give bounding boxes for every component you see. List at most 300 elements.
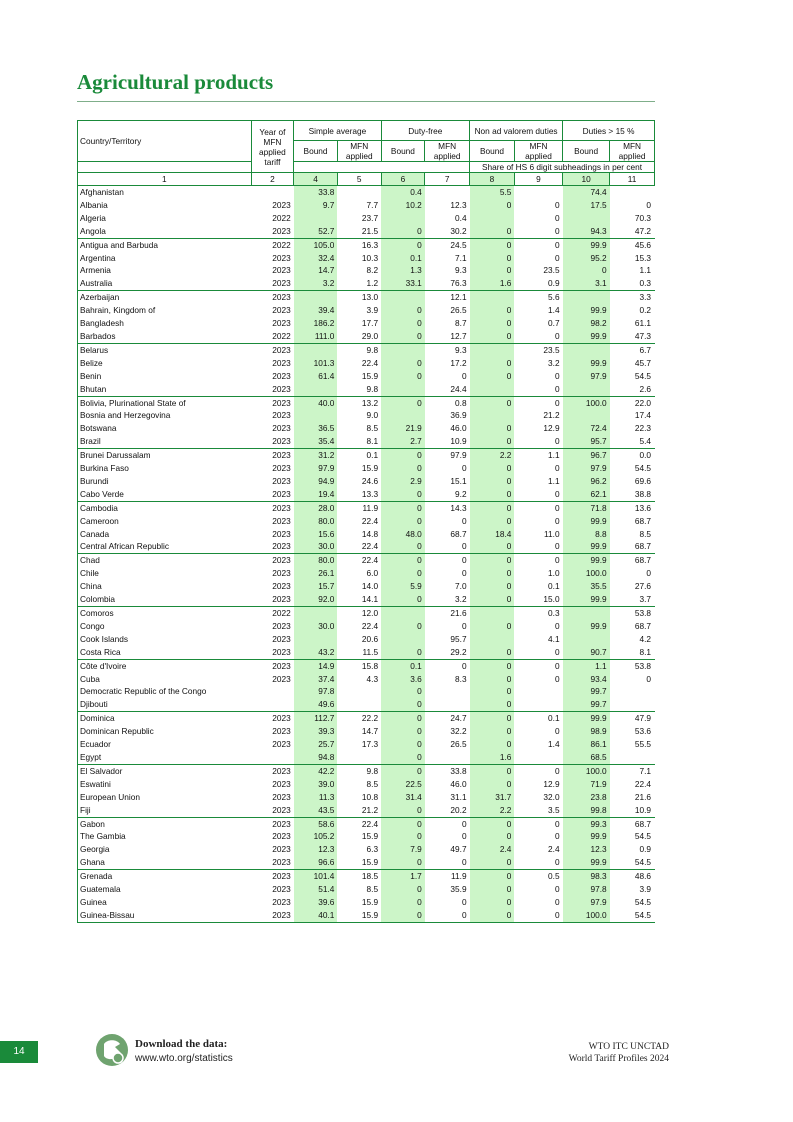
cell-value: 0 xyxy=(381,330,425,343)
cell-value: 6.3 xyxy=(366,844,379,855)
cell-value: 74.4 xyxy=(563,186,610,199)
cell-value: 90.7 xyxy=(563,646,610,659)
cell-value: 2023 xyxy=(272,528,291,539)
country-name: Benin xyxy=(80,370,102,381)
publisher: WTO ITC UNCTAD xyxy=(588,1042,669,1052)
cell-value: 11.9 xyxy=(451,871,467,882)
cell-value: 47.2 xyxy=(610,225,655,238)
cell-value: 99.9 xyxy=(563,830,610,843)
cell-value: 39.0 xyxy=(294,778,338,791)
header-duty-free: Duty-free xyxy=(381,121,470,141)
cell-value: 98.2 xyxy=(563,317,610,330)
cell-value: 0 xyxy=(554,463,560,474)
cell-value: 2022 xyxy=(272,239,291,250)
title-rule xyxy=(77,101,655,102)
table-row xyxy=(78,462,655,475)
cell-value: 1.1 xyxy=(563,659,610,672)
cell-value xyxy=(381,633,425,646)
cell-value: 0 xyxy=(470,515,515,528)
cell-value: 14.7 xyxy=(294,264,338,277)
header-mfn-applied: MFN applied xyxy=(610,141,655,162)
country-name: Barbados xyxy=(78,330,252,343)
cell-value: 99.9 xyxy=(563,620,610,633)
cell-value: 18.4 xyxy=(470,528,515,541)
cell-value: 11.3 xyxy=(294,791,338,804)
cell-value: 0 xyxy=(470,593,515,606)
cell-value: 0.8 xyxy=(455,397,467,408)
cell-value xyxy=(381,291,425,304)
cell-value: 8.5 xyxy=(366,884,379,895)
cell-value: 0 xyxy=(470,856,515,869)
header-blank xyxy=(294,162,470,173)
cell-value: 54.5 xyxy=(610,856,655,869)
cell-value: 48.0 xyxy=(381,528,425,541)
country-name: Bosnia and Herzegovina xyxy=(80,410,171,421)
cell-value: 2023 xyxy=(272,713,291,724)
cell-value: 2022 xyxy=(272,608,291,618)
cell-value: 22.3 xyxy=(610,422,655,435)
cell-value: 0 xyxy=(381,370,425,383)
cell-value: 2023 xyxy=(272,633,291,644)
table-row xyxy=(78,357,655,370)
cell-value: 0 xyxy=(514,646,562,659)
cell-value: 9.3 xyxy=(455,265,467,276)
cell-value: 4.2 xyxy=(610,633,655,646)
cell-value: 2023 xyxy=(272,871,291,882)
cell-value: 53.6 xyxy=(610,725,655,738)
cell-value: 0 xyxy=(381,554,425,567)
cell-value: 0 xyxy=(554,831,560,842)
cell-value: 111.0 xyxy=(294,330,338,343)
cell-value: 97.8 xyxy=(563,883,610,896)
cell-value: 2023 xyxy=(272,660,291,671)
cell-value: 100.0 xyxy=(563,567,610,580)
country-name: Azerbaijan xyxy=(80,292,120,303)
cell-value: 68.7 xyxy=(450,528,467,539)
country-name: Belarus xyxy=(80,344,109,355)
cell-value: 22.4 xyxy=(361,818,379,829)
cell-value: 0 xyxy=(381,725,425,738)
cell-value xyxy=(470,383,515,396)
cell-value: 15.7 xyxy=(294,580,338,593)
country-name: Antigua and Barbuda xyxy=(80,239,158,250)
cell-value: 21.6 xyxy=(450,608,467,618)
cell-value: 0 xyxy=(461,818,467,829)
cell-value xyxy=(514,698,562,711)
cell-value: 33.8 xyxy=(294,186,338,199)
cell-value xyxy=(425,186,470,199)
cell-value: 0.3 xyxy=(548,608,560,618)
cell-value: 13.0 xyxy=(361,292,379,303)
cell-value: 98.9 xyxy=(563,725,610,738)
country-name: Canada xyxy=(80,528,110,539)
cell-value: 0 xyxy=(381,764,425,777)
table-row xyxy=(78,843,655,856)
cell-value xyxy=(381,409,425,422)
country-name: Botswana xyxy=(80,423,117,434)
table-row xyxy=(78,501,655,514)
cell-value: 2023 xyxy=(272,292,291,303)
cell-value: 0.9 xyxy=(514,277,562,290)
cell-value: 8.8 xyxy=(563,528,610,541)
country-name: Gabon xyxy=(80,818,105,829)
table-row xyxy=(78,909,655,922)
cell-value: 61.1 xyxy=(610,317,655,330)
cell-value: 32.2 xyxy=(450,726,467,737)
country-name: Algeria xyxy=(80,212,106,223)
cell-value: 54.5 xyxy=(610,462,655,475)
publication-title: World Tariff Profiles 2024 xyxy=(568,1054,669,1064)
country-name: Fiji xyxy=(78,804,252,817)
cell-value: 0 xyxy=(381,751,425,764)
table-row xyxy=(78,186,655,199)
cell-value xyxy=(251,186,294,199)
cell-value: 18.5 xyxy=(361,871,379,882)
table-row xyxy=(78,698,655,711)
cell-value: 97.9 xyxy=(563,896,610,909)
cell-value: 72.4 xyxy=(563,422,610,435)
cell-value xyxy=(381,343,425,356)
cell-value: 0 xyxy=(470,370,515,383)
table-row xyxy=(78,764,655,777)
cell-value: 94.9 xyxy=(294,475,338,488)
cell-value xyxy=(563,607,610,620)
cell-value: 17.7 xyxy=(361,318,379,329)
cell-value: 70.3 xyxy=(610,212,655,225)
cell-value: 2.2 xyxy=(470,804,515,817)
cell-value: 99.9 xyxy=(563,304,610,317)
cell-value: 2023 xyxy=(272,791,291,802)
cell-value: 24.7 xyxy=(450,713,467,724)
cell-value: 0 xyxy=(470,909,515,922)
cell-value: 2023 xyxy=(272,252,291,263)
cell-value: 36.9 xyxy=(450,410,467,421)
header-non-ad-valorem: Non ad valorem duties xyxy=(470,121,563,141)
cell-value: 2023 xyxy=(272,502,291,513)
cell-value: 48.6 xyxy=(610,870,655,883)
cell-value: 15.1 xyxy=(450,475,467,486)
cell-value xyxy=(563,409,610,422)
cell-value: 47.9 xyxy=(610,712,655,725)
cell-value: 1.4 xyxy=(548,739,560,750)
cell-value: 1.3 xyxy=(381,264,425,277)
page-number: 14 xyxy=(0,1041,38,1063)
cell-value: 0 xyxy=(381,501,425,514)
cell-value: 71.9 xyxy=(563,778,610,791)
cell-value xyxy=(425,698,470,711)
country-name: Angola xyxy=(78,225,252,238)
cell-value: 14.0 xyxy=(361,581,379,592)
cell-value: 0 xyxy=(381,856,425,869)
cell-value: 2023 xyxy=(272,831,291,842)
cell-value: 99.3 xyxy=(563,817,610,830)
table-row xyxy=(78,738,655,751)
cell-value: 8.1 xyxy=(610,646,655,659)
cell-value: 76.3 xyxy=(425,277,470,290)
cell-value: 0 xyxy=(381,593,425,606)
table-row xyxy=(78,685,655,698)
cell-value: 0 xyxy=(554,515,560,526)
cell-value: 0 xyxy=(470,540,515,553)
cell-value: 0 xyxy=(610,199,655,212)
cell-value: 0 xyxy=(381,396,425,409)
cell-value: 15.8 xyxy=(361,660,379,671)
cell-value: 2.4 xyxy=(548,844,560,855)
cell-value: 21.2 xyxy=(337,804,381,817)
cell-value: 8.5 xyxy=(366,423,379,434)
country-name: Brazil xyxy=(78,435,252,448)
cell-value: 68.7 xyxy=(610,620,655,633)
cell-value: 2023 xyxy=(272,318,291,329)
cell-value: 23.5 xyxy=(543,265,560,276)
cell-value: 31.2 xyxy=(294,449,338,462)
cell-value: 21.6 xyxy=(610,791,655,804)
col-number: 10 xyxy=(563,173,610,186)
table-row xyxy=(78,646,655,659)
cell-value: 49.7 xyxy=(450,844,467,855)
cell-value: 68.7 xyxy=(610,515,655,528)
country-name: Central African Republic xyxy=(78,540,252,553)
cell-value: 15.9 xyxy=(361,463,379,474)
country-name: Chad xyxy=(80,555,100,566)
cell-value: 15.3 xyxy=(610,252,655,265)
country-name: Congo xyxy=(80,620,105,631)
cell-value: 0 xyxy=(470,698,515,711)
cell-value: 100.0 xyxy=(563,764,610,777)
cell-value: 1.1 xyxy=(548,450,560,461)
table-row xyxy=(78,291,655,304)
cell-value: 17.4 xyxy=(610,409,655,422)
cell-value: 99.9 xyxy=(563,856,610,869)
cell-value: 0.1 xyxy=(381,252,425,265)
cell-value: 24.5 xyxy=(450,239,467,250)
cell-value: 28.0 xyxy=(294,501,338,514)
cell-value: 105.2 xyxy=(294,830,338,843)
cell-value: 99.8 xyxy=(563,804,610,817)
cell-value xyxy=(563,633,610,646)
table-row xyxy=(78,252,655,265)
cell-value: 0 xyxy=(610,673,655,686)
cell-value: 17.3 xyxy=(361,739,379,750)
cell-value: 0 xyxy=(381,712,425,725)
cell-value: 26.5 xyxy=(450,739,467,750)
cell-value: 0 xyxy=(381,830,425,843)
cell-value: 3.7 xyxy=(610,593,655,606)
cell-value: 12.3 xyxy=(294,843,338,856)
cell-value: 3.5 xyxy=(514,804,562,817)
cell-value: 105.0 xyxy=(294,238,338,251)
cell-value: 33.8 xyxy=(450,765,467,776)
cell-value: 99.9 xyxy=(563,554,610,567)
cell-value: 10.9 xyxy=(425,435,470,448)
cell-value: 0 xyxy=(554,660,560,671)
cell-value: 0.2 xyxy=(610,304,655,317)
cell-value: 0 xyxy=(470,673,515,686)
cell-value: 53.8 xyxy=(610,607,655,620)
country-name: Grenada xyxy=(80,871,113,882)
cell-value: 22.5 xyxy=(381,778,425,791)
cell-value xyxy=(425,751,470,764)
cell-value: 6.7 xyxy=(610,343,655,356)
cell-value: 3.6 xyxy=(381,673,425,686)
table-row xyxy=(78,528,655,541)
cell-value: 2.7 xyxy=(381,435,425,448)
cell-value: 101.4 xyxy=(294,870,338,883)
cell-value: 0 xyxy=(470,252,515,265)
cell-value: 35.4 xyxy=(294,435,338,448)
cell-value xyxy=(563,343,610,356)
cell-value: 17.5 xyxy=(563,199,610,212)
cell-value xyxy=(470,212,515,225)
cell-value: 0 xyxy=(381,515,425,528)
cell-value: 19.4 xyxy=(294,488,338,501)
cell-value xyxy=(294,633,338,646)
cell-value: 26.5 xyxy=(450,305,467,316)
cell-value xyxy=(610,698,655,711)
cell-value: 15.0 xyxy=(514,593,562,606)
cell-value: 43.5 xyxy=(294,804,338,817)
cell-value: 0.4 xyxy=(455,212,467,223)
table-row xyxy=(78,343,655,356)
cell-value: 2023 xyxy=(272,844,291,855)
cell-value: 0 xyxy=(554,818,560,829)
country-name: Belize xyxy=(80,357,103,368)
country-name: Brunei Darussalam xyxy=(80,450,151,461)
cell-value: 2023 xyxy=(272,410,291,421)
cell-value: 0 xyxy=(470,620,515,633)
cell-value: 80.0 xyxy=(294,515,338,528)
table-row xyxy=(78,304,655,317)
header-bound: Bound xyxy=(294,141,338,162)
cell-value: 54.5 xyxy=(610,370,655,383)
cell-value: 2023 xyxy=(251,909,294,922)
cell-value: 2023 xyxy=(272,896,291,907)
cell-value: 11.9 xyxy=(362,502,379,513)
cell-value: 0 xyxy=(470,870,515,883)
country-name: Comoros xyxy=(80,608,114,618)
cell-value: 86.1 xyxy=(563,738,610,751)
col-number: 1 xyxy=(78,173,252,186)
cell-value: 71.8 xyxy=(563,501,610,514)
cell-value: 1.1 xyxy=(610,264,655,277)
table-body xyxy=(78,186,655,923)
cell-value: 0 xyxy=(554,673,560,684)
cell-value: 29.0 xyxy=(337,330,381,343)
cell-value: 15.9 xyxy=(337,909,381,922)
cell-value: 0 xyxy=(461,831,467,842)
cell-value: 0 xyxy=(514,330,562,343)
col-number: 4 xyxy=(294,173,338,186)
cell-value: 22.4 xyxy=(337,540,381,553)
cell-value: 0 xyxy=(381,462,425,475)
cell-value: 0 xyxy=(381,685,425,698)
download-link[interactable]: www.wto.org/statistics xyxy=(135,1053,233,1064)
table-row xyxy=(78,883,655,896)
table-row xyxy=(78,540,655,553)
cell-value: 0 xyxy=(381,909,425,922)
cell-value: 2023 xyxy=(272,726,291,737)
cell-value: 2023 xyxy=(251,435,294,448)
cell-value: 0 xyxy=(470,238,515,251)
cell-value: 0 xyxy=(461,660,467,671)
cell-value: 99.7 xyxy=(563,685,610,698)
cell-value: 0 xyxy=(470,567,515,580)
cell-value: 12.9 xyxy=(543,778,560,789)
cell-value: 2023 xyxy=(272,370,291,381)
table-row xyxy=(78,475,655,488)
table-row xyxy=(78,238,655,251)
cell-value: 2023 xyxy=(251,277,294,290)
cell-value: 0 xyxy=(554,370,560,381)
cell-value: 0 xyxy=(554,199,560,210)
country-name: Côte d'Ivoire xyxy=(80,660,127,671)
cell-value: 97.9 xyxy=(563,370,610,383)
cell-value: 2023 xyxy=(251,540,294,553)
cell-value xyxy=(294,383,338,396)
cell-value: 8.5 xyxy=(610,528,655,541)
cell-value: 0.4 xyxy=(381,186,425,199)
cell-value: 0 xyxy=(470,685,515,698)
country-name: Dominican Republic xyxy=(80,726,154,737)
cell-value: 2022 xyxy=(251,330,294,343)
cell-value: 61.4 xyxy=(294,370,338,383)
country-name: Burundi xyxy=(80,475,109,486)
header-duties-15: Duties > 15 % xyxy=(563,121,655,141)
cell-value: 0 xyxy=(470,225,515,238)
cell-value: 5.9 xyxy=(381,580,425,593)
cell-value: 3.1 xyxy=(563,277,610,290)
cell-value: 2023 xyxy=(272,265,291,276)
cell-value xyxy=(251,685,294,698)
download-icon[interactable] xyxy=(95,1033,129,1067)
cell-value: 15.9 xyxy=(337,856,381,869)
cell-value xyxy=(251,698,294,711)
cell-value xyxy=(337,186,381,199)
cell-value: 9.8 xyxy=(366,765,379,776)
cell-value: 99.9 xyxy=(563,540,610,553)
cell-value: 23.8 xyxy=(563,791,610,804)
cell-value: 99.9 xyxy=(563,357,610,370)
cell-value: 0 xyxy=(554,252,560,263)
cell-value: 1.0 xyxy=(548,568,560,579)
header-mfn-applied: MFN applied xyxy=(337,141,381,162)
cell-value xyxy=(470,291,515,304)
country-name: Cambodia xyxy=(80,502,118,513)
cell-value: 22.0 xyxy=(610,396,655,409)
cell-value: 7.7 xyxy=(366,199,379,210)
cell-value: 24.6 xyxy=(361,475,379,486)
cell-value: 100.0 xyxy=(563,396,610,409)
cell-value: 0 xyxy=(470,883,515,896)
cell-value: 4.1 xyxy=(548,633,560,644)
cell-value: 2023 xyxy=(272,581,291,592)
cell-value: 5.5 xyxy=(470,186,515,199)
country-name: Georgia xyxy=(80,844,110,855)
cell-value: 68.7 xyxy=(610,540,655,553)
cell-value: 35.9 xyxy=(450,884,467,895)
cell-value: 186.2 xyxy=(294,317,338,330)
cell-value: 12.1 xyxy=(450,292,467,303)
country-name: Colombia xyxy=(78,593,252,606)
cell-value: 1.2 xyxy=(337,277,381,290)
cell-value: 68.7 xyxy=(610,554,655,567)
cell-value: 2023 xyxy=(272,739,291,750)
cell-value: 39.6 xyxy=(294,896,338,909)
country-name: Afghanistan xyxy=(80,187,124,197)
cell-value: 0 xyxy=(470,357,515,370)
cell-value: 0 xyxy=(554,765,560,776)
cell-value: 3.9 xyxy=(366,305,379,316)
